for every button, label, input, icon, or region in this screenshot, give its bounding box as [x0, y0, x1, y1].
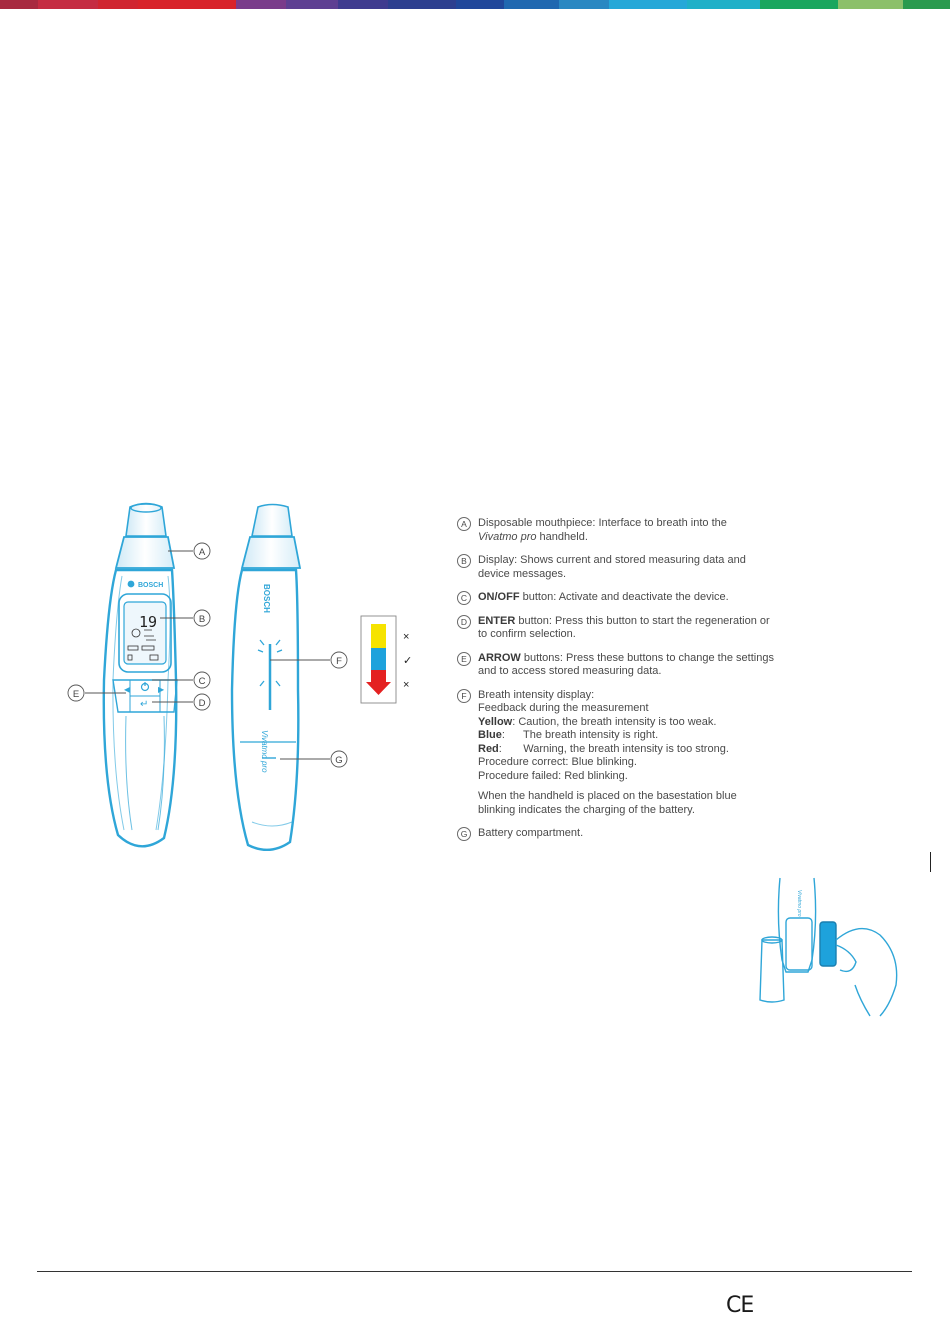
legend-f-red-label: Red	[478, 742, 499, 755]
callout-D: D	[198, 698, 206, 709]
legend-item-a	[457, 517, 777, 544]
callout-C: C	[198, 676, 206, 687]
handheld-back	[232, 505, 300, 850]
intensity-yellow	[371, 624, 386, 648]
legend-a-italic: Vivatmo pro	[478, 530, 537, 543]
margin-tick	[930, 852, 931, 872]
legend-letter-b: B	[457, 554, 471, 568]
battery-figure-product-logo: Vivatmo pro	[796, 890, 802, 917]
legend-a-text: Disposable mouthpiece: Interface to breath into the	[478, 517, 727, 529]
legend-f-blue-label: Blue	[478, 729, 502, 741]
right-check-icon: ✓	[403, 655, 413, 667]
brand-logo-back: BOSCH	[262, 584, 271, 613]
callout-leaders	[85, 551, 330, 759]
legend-e-text: buttons: Press these buttons to change the settings and to access stored measuring data.	[478, 651, 774, 677]
legend-f-correct: Procedure correct: Blue blinking.	[478, 756, 637, 768]
intensity-indicator-box	[361, 616, 396, 703]
display-readout: 19	[139, 613, 158, 631]
legend-g-text: Battery compartment.	[478, 827, 584, 839]
weak-cross-icon: ×	[403, 631, 410, 643]
legend-b-text: Display: Shows current and stored measuring data and device messages.	[478, 554, 746, 580]
callout-F: F	[336, 656, 342, 667]
legend-c-bold: ON/OFF	[478, 591, 520, 603]
legend-item-g	[457, 827, 777, 841]
callout-A: A	[198, 547, 206, 558]
intensity-blue	[371, 648, 386, 670]
callout-markers	[68, 543, 347, 767]
legend-letter-c: C	[457, 591, 471, 605]
legend-e-bold: ARROW	[478, 651, 521, 664]
legend-f-blue-text: : The breath intensity is right.	[501, 729, 659, 741]
legend-letter-d: D	[457, 615, 471, 629]
legend-letter-a: A	[457, 517, 471, 531]
legend-f-failed: Procedure failed: Red blinking.	[478, 769, 628, 782]
enter-button-icon[interactable]: ↵	[140, 699, 149, 710]
power-button-icon[interactable]	[142, 682, 149, 691]
legend-c-text: button: Activate and deactivate the device.	[519, 591, 729, 603]
legend-f-note: When the handheld is placed on the basestation blue blinking indicates the charging of the battery.	[478, 790, 737, 816]
arrow-right-icon[interactable]: ▶	[158, 685, 165, 694]
strong-cross-icon: ×	[403, 679, 410, 691]
callout-G: G	[335, 755, 343, 766]
parts-legend	[457, 517, 777, 851]
product-logo: Vivatmo pro	[260, 730, 269, 773]
legend-item-c	[457, 591, 777, 605]
legend-item-f	[457, 689, 777, 818]
callout-E: E	[72, 689, 80, 700]
legend-item-b	[457, 554, 777, 581]
handheld-front	[104, 504, 177, 847]
bosch-logo-icon	[128, 581, 135, 588]
arrow-left-icon[interactable]: ◀	[124, 685, 131, 694]
battery-insertion-illustration	[760, 878, 897, 1016]
footer-rule	[37, 1271, 912, 1272]
legend-f-subtitle: Feedback during the measurement	[478, 702, 649, 714]
ce-mark-icon: CE	[726, 1293, 754, 1318]
legend-f-yellow-text: : Caution, the breath intensity is too weak.	[512, 715, 717, 728]
legend-f-title: Breath intensity display:	[478, 688, 595, 701]
legend-f-blue	[478, 729, 777, 743]
legend-letter-e: E	[457, 652, 471, 666]
legend-f-red-text: : Warning, the breath intensity is too strong.	[498, 742, 729, 755]
legend-item-e	[457, 652, 777, 679]
legend-f-yellow	[478, 716, 777, 730]
intensity-light-bar	[258, 640, 282, 710]
legend-d-bold: ENTER	[478, 614, 516, 627]
legend-d-text: button: Press this button to start the regeneration or to confirm selection.	[478, 614, 770, 640]
legend-f-yellow-label: Yellow	[478, 715, 513, 728]
legend-letter-g: G	[457, 827, 471, 841]
legend-letter-f: F	[457, 689, 471, 703]
legend-f-red	[478, 743, 777, 757]
brand-logo-front: BOSCH	[138, 582, 164, 589]
legend-item-d	[457, 615, 777, 642]
legend-a-text-end: handheld.	[536, 530, 588, 543]
callout-B: B	[198, 614, 206, 625]
